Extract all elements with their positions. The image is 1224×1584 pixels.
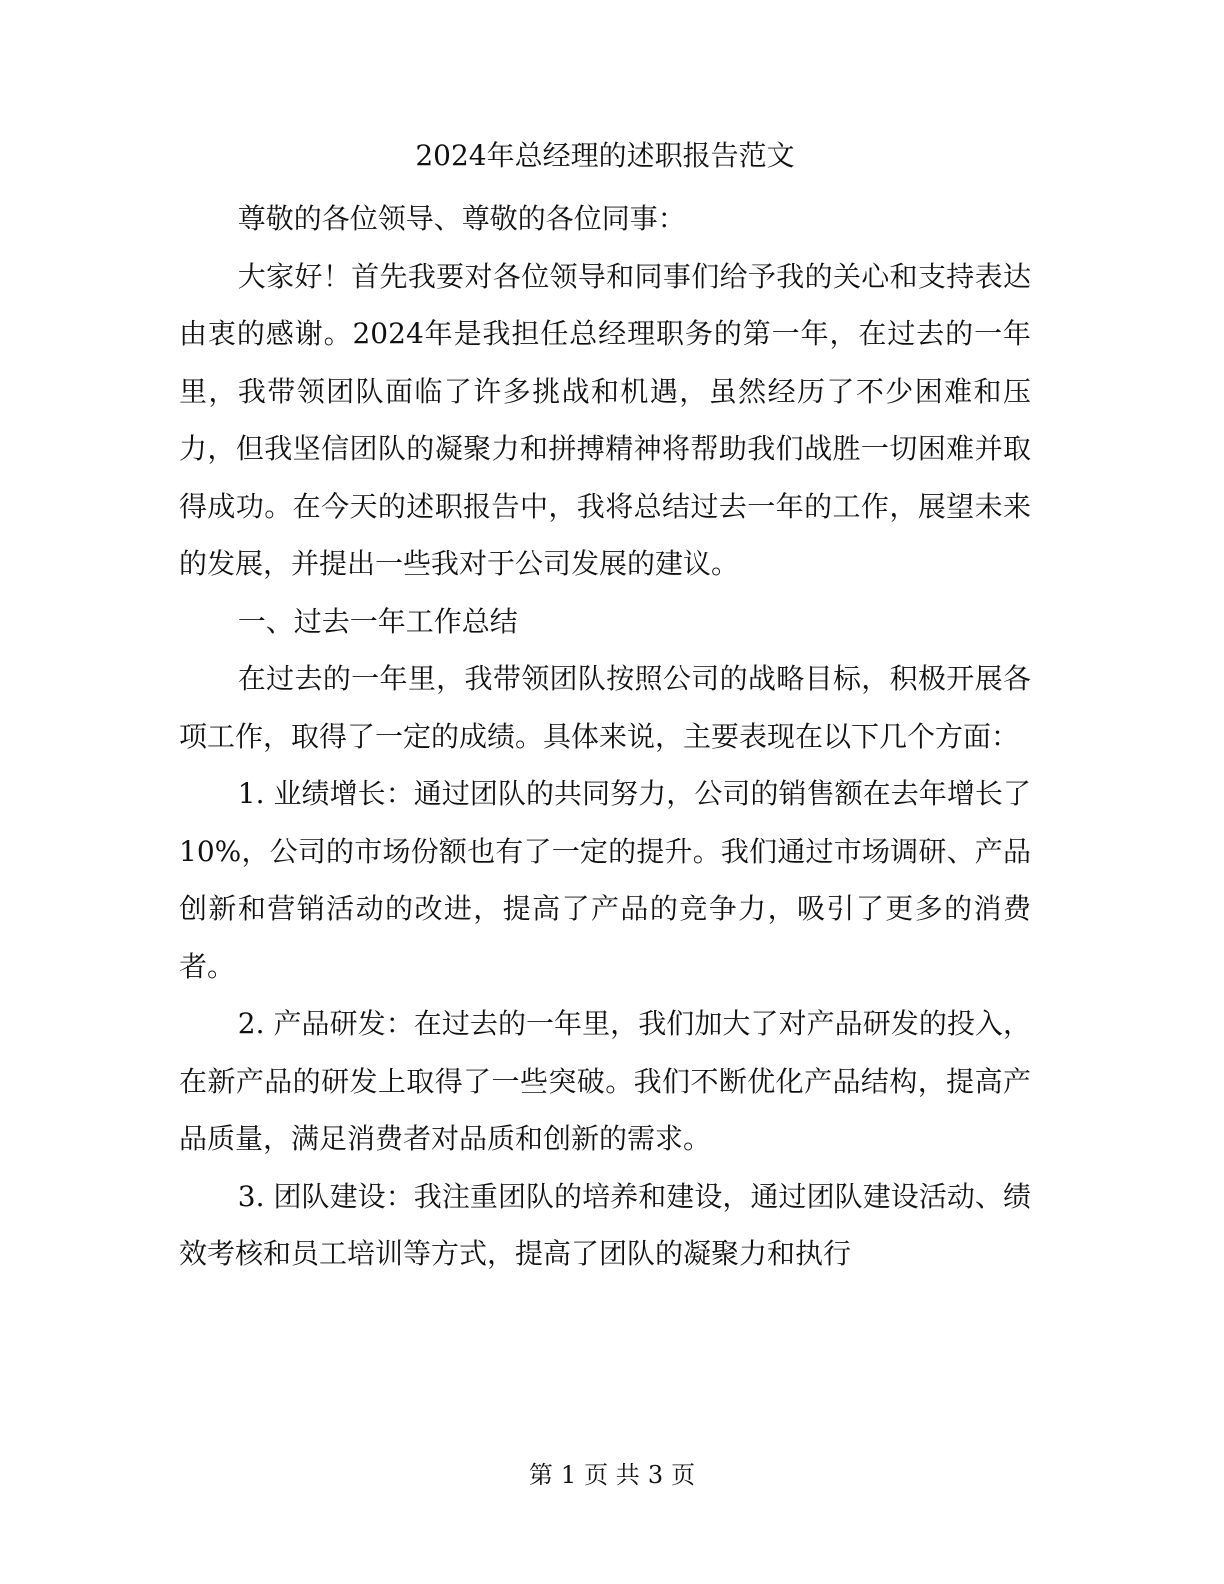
page-label-suffix: 页	[671, 1461, 696, 1489]
list-item-performance: 1. 业绩增长：通过团队的共同努力，公司的销售额在去年增长了10%，公司的市场份额也有了一定的提升。我们通过市场调研、产品创新和营销活动的改进，提高了产品的竞争力，吸引了更多的消费者。	[179, 777, 1031, 983]
summary-paragraph: 在过去的一年里，我带领团队按照公司的战略目标，积极开展各项工作，取得了一定的成绩。具体来说，主要表现在以下几个方面：	[179, 662, 1031, 753]
page-footer	[0, 1460, 1224, 1490]
total-pages-number: 3	[647, 1461, 664, 1489]
current-page-number: 1	[560, 1461, 577, 1489]
document-body	[179, 136, 1031, 1283]
list-item-product-rd: 2. 产品研发：在过去的一年里，我们加大了对产品研发的投入，在新产品的研发上取得了一些突破。我们不断优化产品结构，提高产品质量，满足消费者对品质和创新的需求。	[179, 1007, 1031, 1155]
section-heading: 一、过去一年工作总结	[237, 604, 518, 638]
list-item-team-building: 3. 团队建设：我注重团队的培养和建设，通过团队建设活动、绩效考核和员工培训等方式，提高了团队的凝聚力和执行	[179, 1179, 1031, 1270]
document-title: 2024年总经理的述职报告范文	[415, 139, 795, 172]
greeting-paragraph: 尊敬的各位领导、尊敬的各位同事：	[237, 202, 686, 235]
intro-paragraph: 大家好！首先我要对各位领导和同事们给予我的关心和支持表达由衷的感谢。2024年是我担任总经理职务的第一年，在过去的一年里，我带领团队面临了许多挑战和机遇，虽然经历了不少困难和压力，但我坚信团队的凝聚力和拼搏精神将帮助我们战胜一切困难并取得成功。在今天的述职报告中，我将总结过去一年的工作，展望未来的发展，并提出一些我对于公司发展的建议。	[179, 259, 1031, 580]
page-label-mid: 页 共	[584, 1461, 640, 1489]
page-label-prefix: 第	[528, 1461, 553, 1489]
